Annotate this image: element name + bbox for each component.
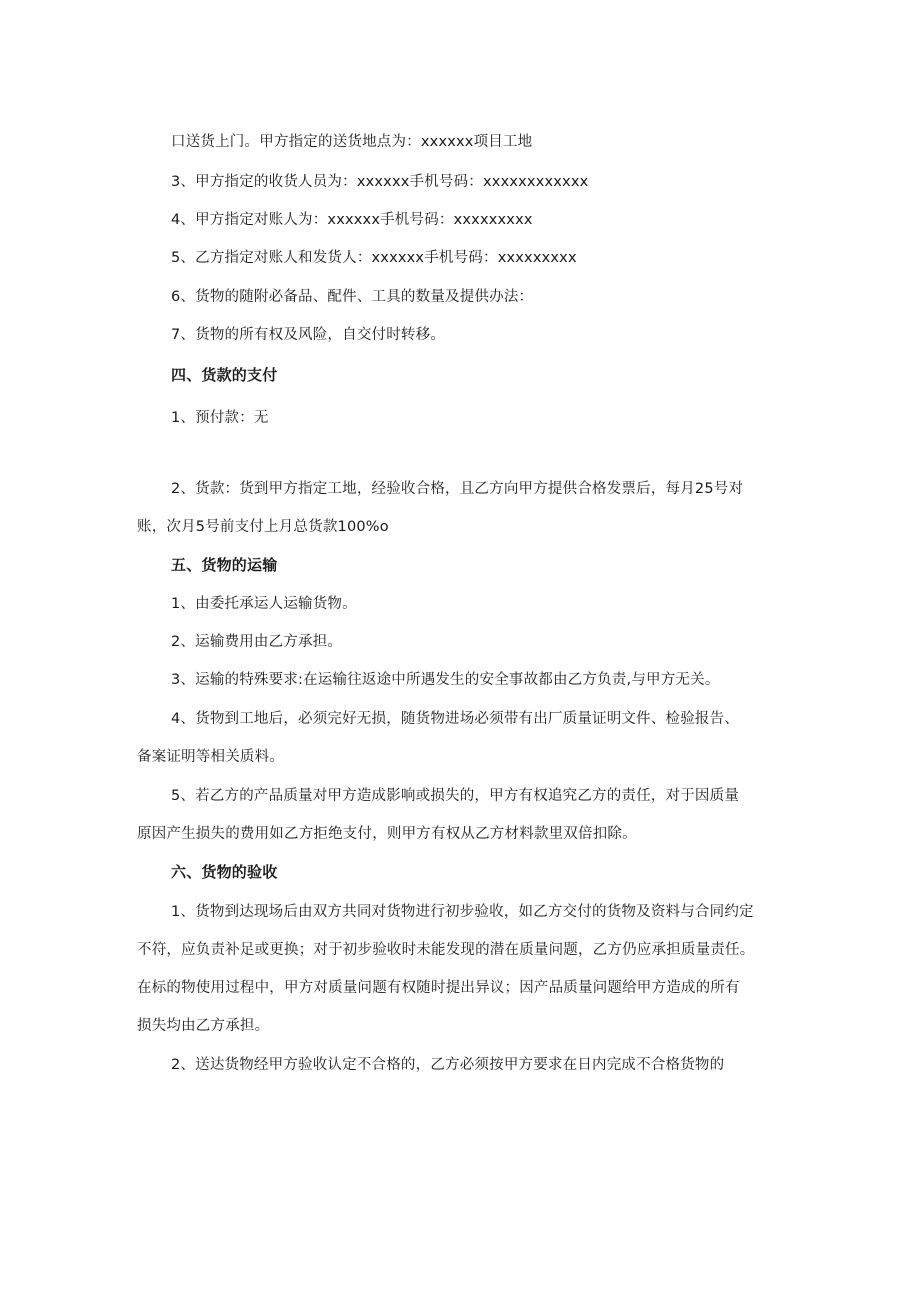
text-line: 3、运输的特殊要求:在运输往返途中所遇发生的安全事故都由乙方负责,与甲方无关。 bbox=[171, 672, 720, 688]
text-line: 4、货物到工地后，必须完好无损，随货物进场必须带有出厂质量证明文件、检验报告、 bbox=[171, 711, 740, 727]
text-line: 7、货物的所有权及风险，自交付时转移。 bbox=[171, 327, 446, 343]
text-line: 账，次月5号前支付上月总货款100%o bbox=[137, 519, 389, 535]
text-line: 6、货物的随附必备品、配件、工具的数量及提供办法： bbox=[171, 289, 534, 305]
text-line: 在标的物使用过程中，甲方对质量问题有权随时提出异议；因产品质量问题给甲方造成的所有 bbox=[137, 980, 740, 996]
text-line: 备案证明等相关质料。 bbox=[137, 749, 284, 765]
text-line: 2、货款：货到甲方指定工地，经验收合格，且乙方向甲方提供合格发票后，每月25号对 bbox=[171, 481, 744, 497]
text-line: 2、运输费用由乙方承担。 bbox=[171, 634, 343, 650]
text-line: 1、预付款：无 bbox=[171, 410, 269, 426]
text-line: 4、甲方指定对账人为：xxxxxx手机号码：xxxxxxxxx bbox=[171, 212, 533, 228]
text-line: 5、若乙方的产品质量对甲方造成影响或损失的，甲方有权追究乙方的责任，对于因质量 bbox=[171, 788, 740, 804]
text-line: 原因产生损失的费用如乙方拒绝支付，则甲方有权从乙方材料款里双倍扣除。 bbox=[137, 826, 637, 842]
text-line: 损失均由乙方承担。 bbox=[137, 1018, 270, 1034]
text-line: 3、甲方指定的收货人员为：xxxxxx手机号码：xxxxxxxxxxxx bbox=[171, 174, 589, 190]
text-line: 5、乙方指定对账人和发货人：xxxxxx手机号码：xxxxxxxxx bbox=[171, 250, 577, 266]
text-line: 不符，应负责补足或更换；对于初步验收时未能发现的潜在质量问题，乙方仍应承担质量责任。 bbox=[137, 942, 755, 958]
text-line: 口送货上门。甲方指定的送货地点为：xxxxxx项目工地 bbox=[171, 134, 533, 150]
section-heading: 四、货款的支付 bbox=[171, 366, 278, 384]
section-heading: 五、货物的运输 bbox=[171, 556, 278, 574]
text-line: 1、货物到达现场后由双方共同对货物进行初步验收，如乙方交付的货物及资料与合同约定 bbox=[171, 904, 754, 920]
text-line: 1、由委托承运人运输货物。 bbox=[171, 596, 357, 612]
section-heading: 六、货物的验收 bbox=[171, 863, 278, 881]
text-line: 2、送达货物经甲方验收认定不合格的，乙方必须按甲方要求在日内完成不合格货物的 bbox=[171, 1057, 725, 1073]
